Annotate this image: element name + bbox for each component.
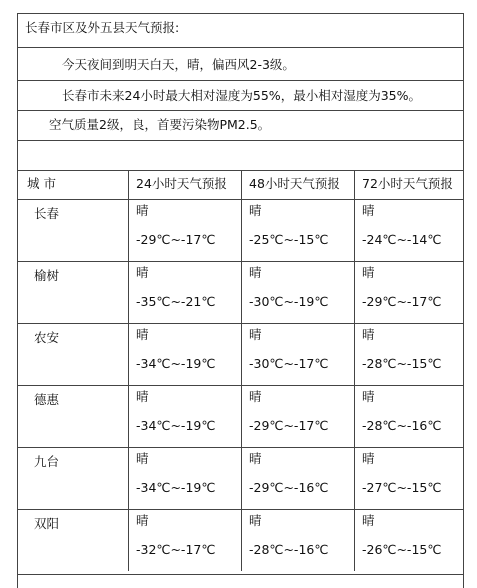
weather-condition: 晴 bbox=[362, 327, 375, 342]
temperature-range: -24℃~-14℃ bbox=[362, 232, 442, 247]
weather-condition: 晴 bbox=[136, 451, 149, 466]
weather-condition: 晴 bbox=[362, 203, 375, 218]
temperature-range: -29℃~-17℃ bbox=[362, 294, 442, 309]
page-title: 长春市区及外五县天气预报: bbox=[25, 20, 180, 35]
temperature-range: -32℃~-17℃ bbox=[136, 542, 216, 557]
weather-condition: 晴 bbox=[136, 265, 149, 280]
weather-condition: 晴 bbox=[249, 203, 262, 218]
city-name: 长春 bbox=[34, 206, 60, 221]
column-divider bbox=[241, 170, 242, 571]
temperature-range: -28℃~-15℃ bbox=[362, 356, 442, 371]
humidity-line-row bbox=[17, 80, 464, 110]
column-header: 48小时天气预报 bbox=[249, 176, 340, 191]
weather-condition: 晴 bbox=[136, 203, 149, 218]
weather-condition: 晴 bbox=[249, 451, 262, 466]
city-name: 德惠 bbox=[34, 392, 60, 407]
weather-condition: 晴 bbox=[136, 327, 149, 342]
weather-condition: 晴 bbox=[362, 451, 375, 466]
air-quality-summary: 空气质量2级，良，首要污染物PM2.5。 bbox=[49, 117, 271, 132]
temperature-range: -34℃~-19℃ bbox=[136, 418, 216, 433]
temperature-range: -28℃~-16℃ bbox=[249, 542, 329, 557]
city-name: 九台 bbox=[34, 454, 60, 469]
forecast-summary: 今天夜间到明天白天，晴，偏西风2-3级。 bbox=[62, 57, 295, 72]
humidity-summary: 长春市未来24小时最大相对湿度为55%，最小相对湿度为35%。 bbox=[62, 88, 421, 103]
temperature-range: -28℃~-16℃ bbox=[362, 418, 442, 433]
temperature-range: -26℃~-15℃ bbox=[362, 542, 442, 557]
weather-condition: 晴 bbox=[136, 513, 149, 528]
column-header: 24小时天气预报 bbox=[136, 176, 227, 191]
forecast-line-row bbox=[17, 47, 464, 80]
temperature-range: -30℃~-19℃ bbox=[249, 294, 329, 309]
column-divider bbox=[354, 170, 355, 571]
city-name: 榆树 bbox=[34, 268, 60, 283]
temperature-range: -25℃~-15℃ bbox=[249, 232, 329, 247]
title-row bbox=[17, 13, 464, 47]
temperature-range: -29℃~-17℃ bbox=[136, 232, 216, 247]
city-name: 农安 bbox=[34, 330, 60, 345]
bottom-divider bbox=[17, 574, 464, 575]
spacer-row bbox=[17, 140, 464, 170]
weather-condition: 晴 bbox=[136, 389, 149, 404]
weather-condition: 晴 bbox=[249, 513, 262, 528]
weather-condition: 晴 bbox=[249, 265, 262, 280]
column-divider bbox=[128, 170, 129, 571]
air-quality-row bbox=[17, 110, 464, 140]
temperature-range: -34℃~-19℃ bbox=[136, 356, 216, 371]
temperature-range: -34℃~-19℃ bbox=[136, 480, 216, 495]
city-name: 双阳 bbox=[34, 516, 60, 531]
weather-condition: 晴 bbox=[362, 389, 375, 404]
weather-condition: 晴 bbox=[362, 513, 375, 528]
column-header: 城 市 bbox=[27, 176, 56, 191]
temperature-range: -35℃~-21℃ bbox=[136, 294, 216, 309]
temperature-range: -27℃~-15℃ bbox=[362, 480, 442, 495]
weather-condition: 晴 bbox=[249, 389, 262, 404]
temperature-range: -30℃~-17℃ bbox=[249, 356, 329, 371]
weather-condition: 晴 bbox=[249, 327, 262, 342]
temperature-range: -29℃~-16℃ bbox=[249, 480, 329, 495]
column-header: 72小时天气预报 bbox=[362, 176, 453, 191]
temperature-range: -29℃~-17℃ bbox=[249, 418, 329, 433]
weather-condition: 晴 bbox=[362, 265, 375, 280]
